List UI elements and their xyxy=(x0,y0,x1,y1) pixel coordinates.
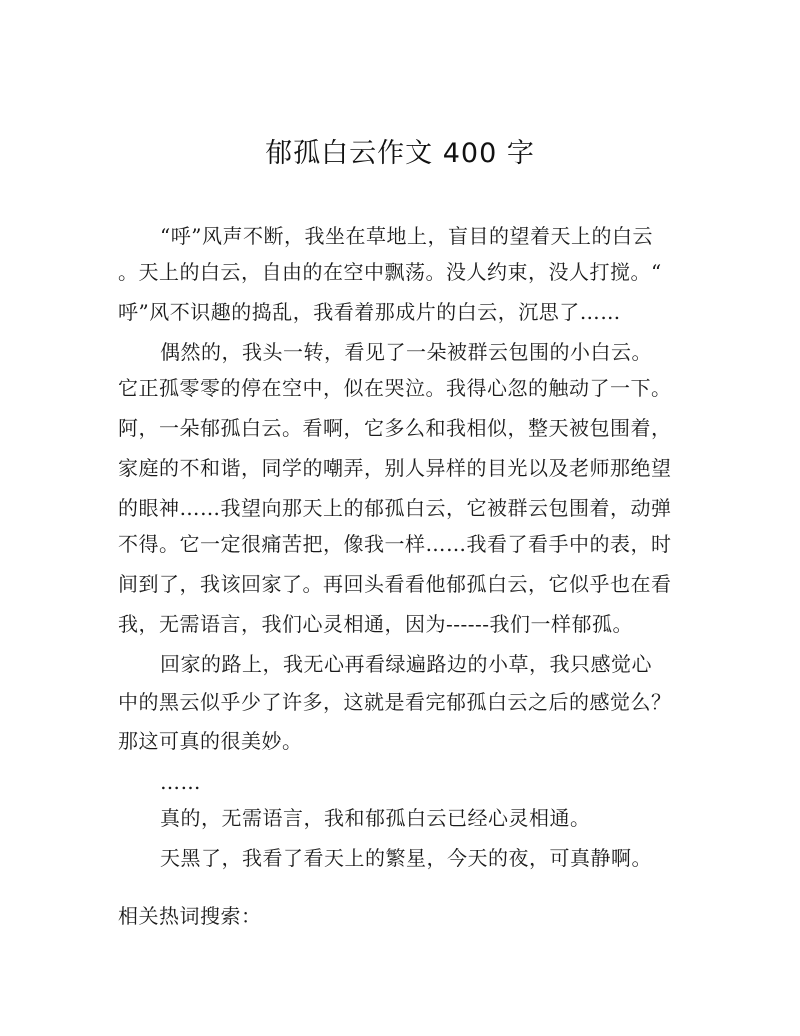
paragraph-line: 阿，一朵郁孤白云。看啊，它多么和我相似，整天被包围着， xyxy=(118,416,672,440)
paragraph-line: 回家的路上，我无心再看绿遍路边的小草，我只感觉心 xyxy=(160,652,652,676)
paragraph-line: 家庭的不和谐，同学的嘲弄，别人异样的目光以及老师那绝望 xyxy=(118,456,672,480)
paragraph-line: 我，无需语言，我们心灵相通，因为------我们一样郁孤。 xyxy=(118,612,634,636)
paragraph-line: 偶然的，我头一转，看见了一朵被群云包围的小白云。 xyxy=(160,340,652,364)
paragraph-line: 真的，无需语言，我和郁孤白云已经心灵相通。 xyxy=(160,806,591,830)
paragraph-line: 它正孤零零的停在空中，似在哭泣。我得心忽的触动了一下。 xyxy=(118,376,672,400)
paragraph-line: 呼”风不识趣的捣乱，我看着那成片的白云，沉思了…… xyxy=(118,300,621,324)
paragraph-line: 。天上的白云，自由的在空中飘荡。没人约束，没人打搅。“ xyxy=(118,260,662,284)
paragraph-line: 的眼神……我望向那天上的郁孤白云，它被群云包围着，动弹 xyxy=(118,496,672,520)
ellipsis-line: …… xyxy=(160,770,201,794)
paragraph-line: 不得。它一定很痛苦把，像我一样……我看了看手中的表，时 xyxy=(118,532,672,556)
paragraph-line: 中的黑云似乎少了许多，这就是看完郁孤白云之后的感觉么？ xyxy=(118,690,672,714)
paragraph-line: 间到了，我该回家了。再回头看看他郁孤白云，它似乎也在看 xyxy=(118,572,672,596)
related-search-label: 相关热词搜索： xyxy=(118,904,262,928)
paragraph-line: 那这可真的很美妙。 xyxy=(118,729,303,753)
paragraph-line: 天黑了，我看了看天上的繁星，今天的夜，可真静啊。 xyxy=(160,846,652,870)
page-title: 郁孤白云作文 400 字 xyxy=(265,138,535,169)
paragraph-line: “呼”风声不断，我坐在草地上，盲目的望着天上的白云 xyxy=(160,224,653,248)
